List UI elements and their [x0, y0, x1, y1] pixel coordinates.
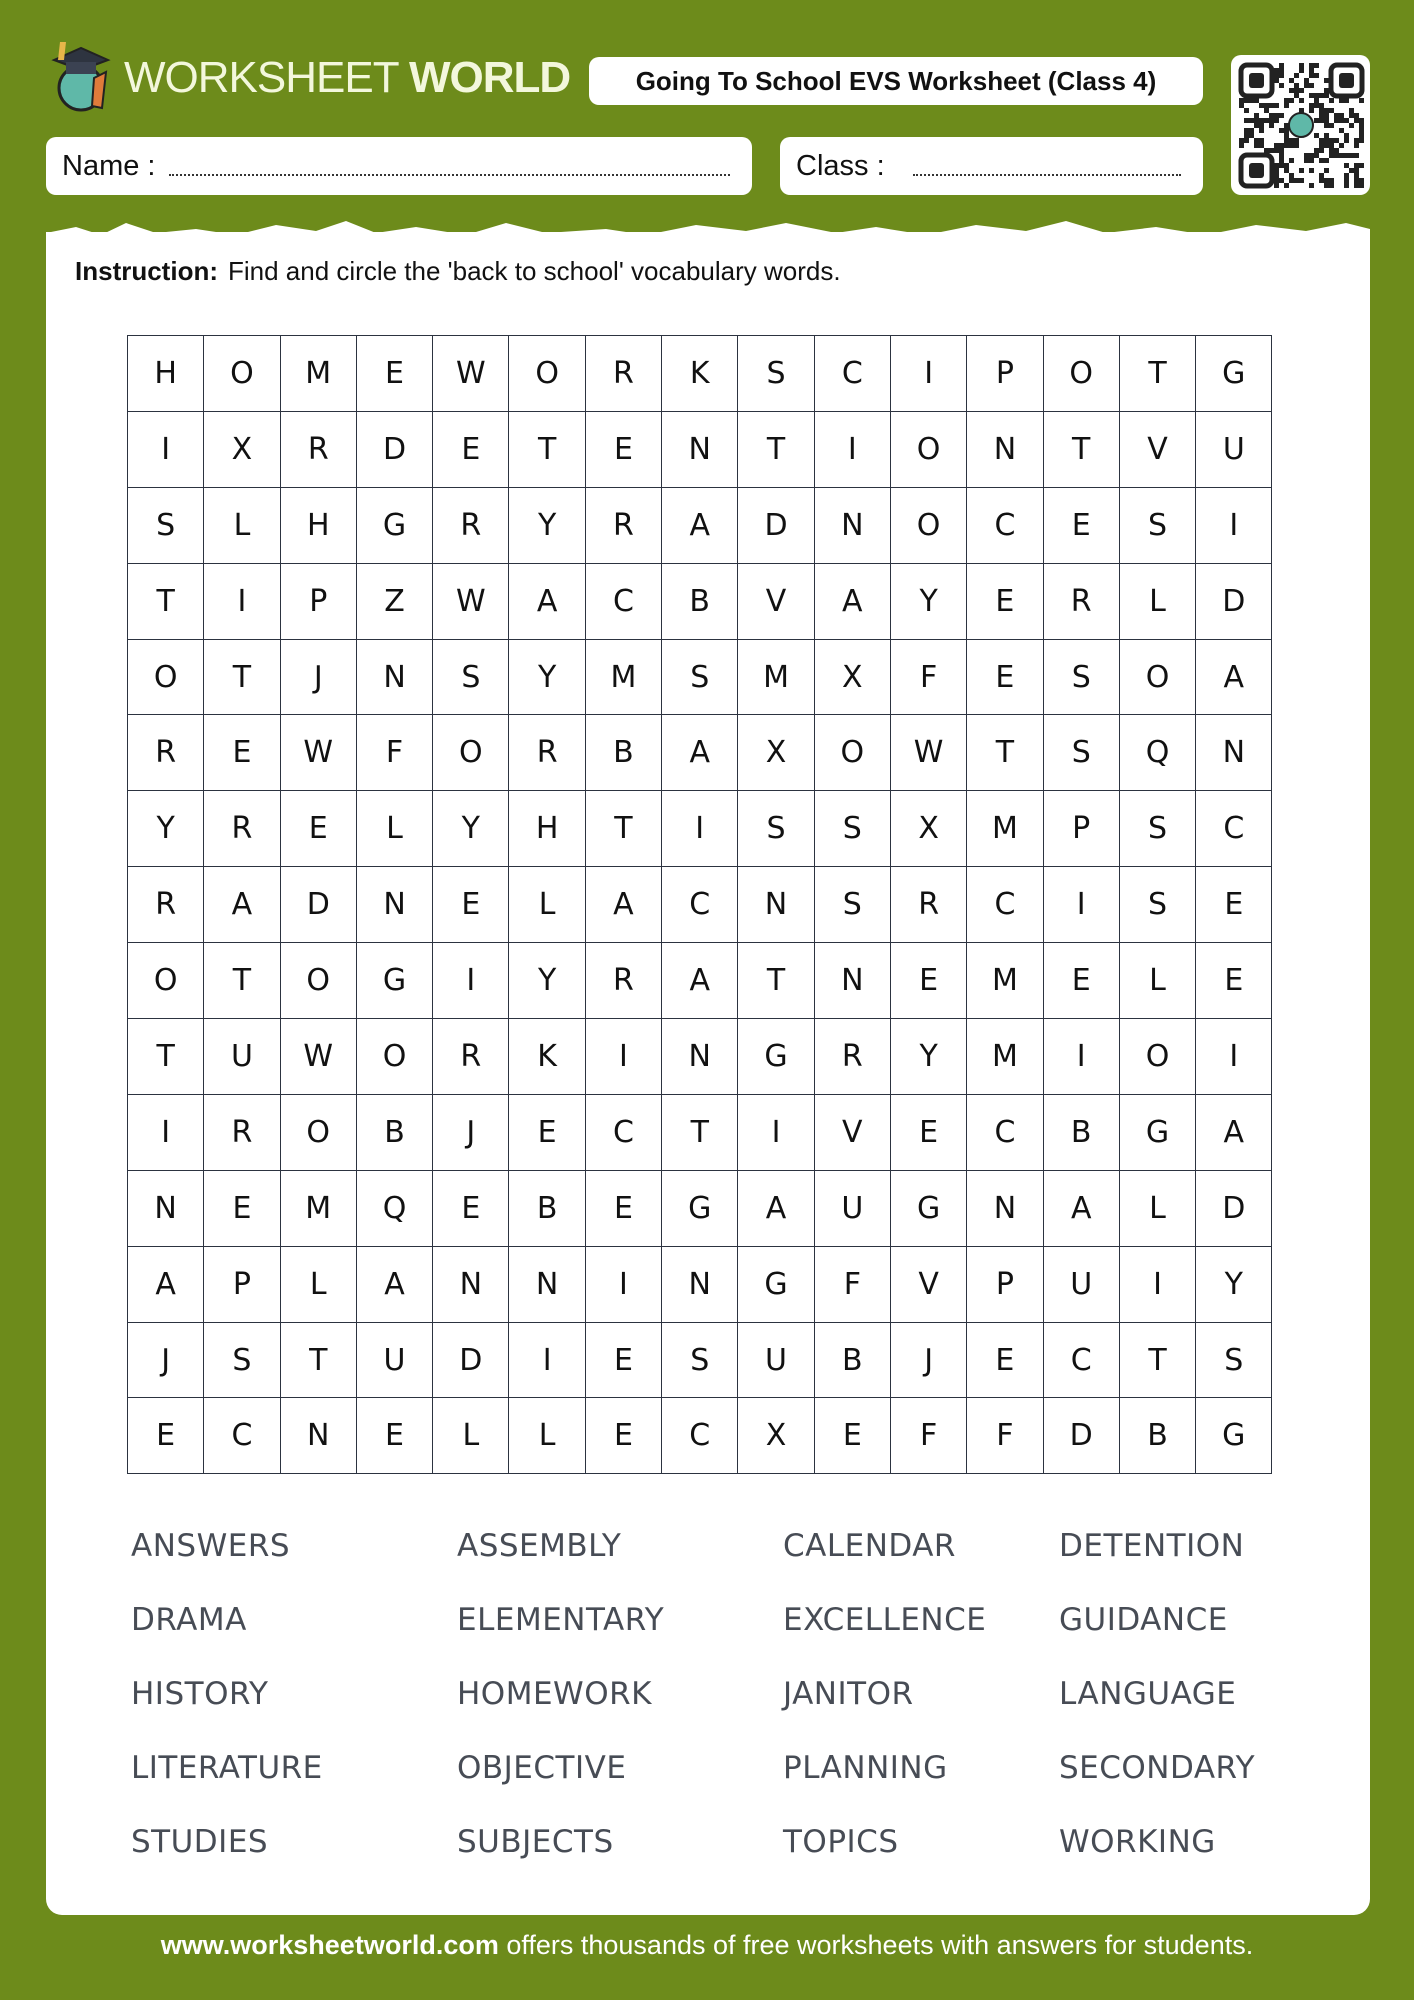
grid-cell[interactable]: I [815, 412, 891, 488]
grid-cell[interactable]: S [128, 488, 204, 564]
grid-cell[interactable]: A [815, 564, 891, 640]
grid-cell[interactable]: L [1120, 564, 1196, 640]
grid-cell[interactable]: D [738, 488, 814, 564]
grid-cell[interactable]: L [433, 1398, 509, 1474]
grid-cell[interactable]: N [662, 1247, 738, 1323]
qr-code [1231, 55, 1370, 195]
word-list-item: PLANNING [783, 1750, 948, 1786]
grid-cell[interactable]: M [967, 943, 1043, 1019]
grid-cell[interactable]: T [586, 791, 662, 867]
grid-cell[interactable]: A [128, 1247, 204, 1323]
grid-cell[interactable]: V [891, 1247, 967, 1323]
grid-cell[interactable]: E [815, 1398, 891, 1474]
word-list-item: SUBJECTS [457, 1824, 614, 1860]
footer-url[interactable]: www.worksheetworld.com [160, 1930, 499, 1960]
grid-cell[interactable]: A [1196, 1095, 1272, 1171]
footer [0, 1930, 1414, 1961]
grid-cell[interactable]: X [891, 791, 967, 867]
grid-cell[interactable]: U [357, 1323, 433, 1399]
grid-cell[interactable]: E [967, 640, 1043, 716]
grid-cell[interactable]: Y [509, 488, 585, 564]
grid-cell[interactable]: G [357, 488, 433, 564]
grid-cell[interactable]: L [509, 1398, 585, 1474]
grid-cell[interactable]: H [281, 488, 357, 564]
grid-cell[interactable]: N [433, 1247, 509, 1323]
grid-cell[interactable]: F [891, 1398, 967, 1474]
grid-cell[interactable]: H [509, 791, 585, 867]
grid-cell[interactable]: I [128, 1095, 204, 1171]
grid-cell[interactable]: H [128, 336, 204, 412]
grid-cell[interactable]: I [1196, 1019, 1272, 1095]
grid-cell[interactable]: E [433, 867, 509, 943]
grid-cell[interactable]: N [1196, 715, 1272, 791]
grid-cell[interactable]: E [586, 1171, 662, 1247]
grid-cell[interactable]: F [357, 715, 433, 791]
grid-cell[interactable]: R [586, 488, 662, 564]
grid-cell[interactable]: A [357, 1247, 433, 1323]
grid-cell[interactable]: L [1120, 1171, 1196, 1247]
grid-cell[interactable]: G [1120, 1095, 1196, 1171]
grid-cell[interactable]: N [815, 943, 891, 1019]
grid-cell[interactable]: G [1196, 1398, 1272, 1474]
grid-cell[interactable]: L [357, 791, 433, 867]
grid-cell[interactable]: E [357, 336, 433, 412]
grid-cell[interactable]: X [738, 1398, 814, 1474]
grid-cell[interactable]: S [1044, 640, 1120, 716]
grid-cell[interactable]: Y [891, 1019, 967, 1095]
grid-cell[interactable]: I [433, 943, 509, 1019]
grid-cell[interactable]: N [738, 867, 814, 943]
grid-cell[interactable]: E [1044, 488, 1120, 564]
grid-cell[interactable]: V [738, 564, 814, 640]
name-label: Name : [62, 149, 156, 182]
grid-cell[interactable]: Q [1120, 715, 1196, 791]
grid-cell[interactable]: O [433, 715, 509, 791]
grid-cell[interactable]: S [738, 791, 814, 867]
grid-cell[interactable]: E [128, 1398, 204, 1474]
word-list-item: ANSWERS [131, 1528, 291, 1564]
grid-cell[interactable]: O [815, 715, 891, 791]
word-list-item: ASSEMBLY [457, 1528, 622, 1564]
grid-cell[interactable]: O [891, 488, 967, 564]
logo-text-light: WORKSHEET [124, 53, 398, 102]
grid-cell[interactable]: S [1120, 867, 1196, 943]
grid-cell[interactable]: E [1196, 867, 1272, 943]
word-list-item: ELEMENTARY [457, 1602, 665, 1638]
grid-cell[interactable]: I [586, 1019, 662, 1095]
grid-cell[interactable]: R [586, 336, 662, 412]
grid-cell[interactable]: T [1120, 336, 1196, 412]
grid-cell[interactable]: T [204, 640, 280, 716]
grid-cell[interactable]: U [1196, 412, 1272, 488]
grid-cell[interactable]: R [204, 791, 280, 867]
grid-cell[interactable]: N [357, 867, 433, 943]
word-list-item: CALENDAR [783, 1528, 956, 1564]
grid-cell[interactable]: X [204, 412, 280, 488]
name-field[interactable] [46, 137, 752, 195]
grid-cell[interactable]: Y [509, 943, 585, 1019]
grid-cell[interactable]: Y [128, 791, 204, 867]
grid-cell[interactable]: E [281, 791, 357, 867]
grid-cell[interactable]: A [1044, 1171, 1120, 1247]
word-list-item: WORKING [1059, 1824, 1216, 1860]
grid-cell[interactable]: N [967, 1171, 1043, 1247]
word-list [131, 1528, 1359, 1898]
grid-cell[interactable]: C [586, 1095, 662, 1171]
grid-cell[interactable]: B [586, 715, 662, 791]
grid-cell[interactable]: A [1196, 640, 1272, 716]
grid-cell[interactable]: A [662, 943, 738, 1019]
grid-cell[interactable]: B [509, 1171, 585, 1247]
name-line[interactable] [169, 174, 730, 176]
grid-cell[interactable]: D [1196, 564, 1272, 640]
grid-cell[interactable]: R [586, 943, 662, 1019]
word-list-item: TOPICS [783, 1824, 899, 1860]
grid-cell[interactable]: C [662, 1398, 738, 1474]
grid-cell[interactable]: A [204, 867, 280, 943]
grid-cell[interactable]: L [281, 1247, 357, 1323]
grid-cell[interactable]: M [586, 640, 662, 716]
grid-cell[interactable]: U [738, 1323, 814, 1399]
grid-cell[interactable]: E [586, 1398, 662, 1474]
worksheet-title: Going To School EVS Worksheet (Class 4) [589, 57, 1203, 105]
grid-cell[interactable]: P [967, 1247, 1043, 1323]
grid-cell[interactable]: X [815, 640, 891, 716]
grid-cell[interactable]: A [662, 488, 738, 564]
grid-cell[interactable]: O [891, 412, 967, 488]
grid-cell[interactable]: G [1196, 336, 1272, 412]
grid-cell[interactable]: S [662, 1323, 738, 1399]
grid-cell[interactable]: I [1120, 1247, 1196, 1323]
class-line[interactable] [913, 174, 1181, 176]
grid-cell[interactable]: G [357, 943, 433, 1019]
grid-cell[interactable]: E [204, 715, 280, 791]
grid-cell[interactable]: S [815, 791, 891, 867]
grid-cell[interactable]: Z [357, 564, 433, 640]
grid-cell[interactable]: J [891, 1323, 967, 1399]
grid-cell[interactable]: I [204, 564, 280, 640]
grid-cell[interactable]: R [509, 715, 585, 791]
grid-cell[interactable]: C [1044, 1323, 1120, 1399]
footer-text: offers thousands of free worksheets with answers for students. [498, 1930, 1254, 1960]
grid-cell[interactable]: T [128, 564, 204, 640]
grid-cell[interactable]: U [815, 1171, 891, 1247]
grid-cell[interactable]: R [433, 1019, 509, 1095]
word-list-item: HISTORY [131, 1676, 269, 1712]
grid-cell[interactable]: V [1120, 412, 1196, 488]
grid-cell[interactable]: C [967, 1095, 1043, 1171]
grid-cell[interactable]: B [662, 564, 738, 640]
grid-cell[interactable]: S [1120, 488, 1196, 564]
word-list-item: OBJECTIVE [457, 1750, 627, 1786]
grid-cell[interactable]: T [1044, 412, 1120, 488]
grid-cell[interactable]: A [509, 564, 585, 640]
grid-cell[interactable]: A [586, 867, 662, 943]
grid-cell[interactable]: J [281, 640, 357, 716]
word-list-item: LANGUAGE [1059, 1676, 1237, 1712]
grid-cell[interactable]: B [357, 1095, 433, 1171]
grid-cell[interactable]: B [1120, 1398, 1196, 1474]
grid-cell[interactable]: E [357, 1398, 433, 1474]
word-list-item: DETENTION [1059, 1528, 1245, 1564]
word-list-item: SECONDARY [1059, 1750, 1256, 1786]
grid-cell[interactable]: D [1196, 1171, 1272, 1247]
grid-cell[interactable]: W [891, 715, 967, 791]
grid-cell[interactable]: O [128, 943, 204, 1019]
grid-cell[interactable]: G [738, 1247, 814, 1323]
grid-cell[interactable]: V [815, 1095, 891, 1171]
grid-cell[interactable]: R [204, 1095, 280, 1171]
grid-cell[interactable]: W [433, 336, 509, 412]
grid-cell[interactable]: I [128, 412, 204, 488]
word-list-item: EXCELLENCE [783, 1602, 987, 1638]
grid-cell[interactable]: M [967, 791, 1043, 867]
grid-cell[interactable]: P [281, 564, 357, 640]
grid-cell[interactable]: W [281, 715, 357, 791]
grid-cell[interactable]: Q [357, 1171, 433, 1247]
grid-cell[interactable]: E [586, 1323, 662, 1399]
torn-edge [46, 215, 1370, 245]
grid-cell[interactable]: S [1196, 1323, 1272, 1399]
grid-cell[interactable]: L [1120, 943, 1196, 1019]
grid-cell[interactable]: E [1196, 943, 1272, 1019]
grid-cell[interactable]: E [967, 564, 1043, 640]
grid-cell[interactable]: O [1120, 1019, 1196, 1095]
grid-cell[interactable]: M [281, 1171, 357, 1247]
class-label: Class : [796, 149, 885, 182]
grid-cell[interactable]: S [1044, 715, 1120, 791]
word-list-item: LITERATURE [131, 1750, 323, 1786]
grid-cell[interactable]: C [967, 867, 1043, 943]
grid-cell[interactable]: R [433, 488, 509, 564]
grid-cell[interactable]: B [815, 1323, 891, 1399]
grid-cell[interactable]: U [204, 1019, 280, 1095]
word-list-item: DRAMA [131, 1602, 247, 1638]
grid-cell[interactable]: E [967, 1323, 1043, 1399]
grid-cell[interactable]: D [433, 1323, 509, 1399]
grid-cell[interactable]: I [662, 791, 738, 867]
grid-cell[interactable]: O [1044, 336, 1120, 412]
grid-cell[interactable]: R [281, 412, 357, 488]
grid-cell[interactable]: Y [1196, 1247, 1272, 1323]
grid-cell[interactable]: N [357, 640, 433, 716]
word-search-grid [127, 335, 1272, 1474]
instruction-label: Instruction: [75, 256, 218, 286]
grid-cell[interactable]: O [128, 640, 204, 716]
grid-cell[interactable]: T [128, 1019, 204, 1095]
word-list-item: STUDIES [131, 1824, 269, 1860]
grid-cell[interactable]: K [662, 336, 738, 412]
grid-cell[interactable]: S [662, 640, 738, 716]
grid-cell[interactable]: P [204, 1247, 280, 1323]
grid-cell[interactable]: C [586, 564, 662, 640]
word-list-item: GUIDANCE [1059, 1602, 1228, 1638]
grid-cell[interactable]: T [509, 412, 585, 488]
grid-cell[interactable]: D [281, 867, 357, 943]
grid-cell[interactable]: O [1120, 640, 1196, 716]
grid-cell[interactable]: S [433, 640, 509, 716]
grid-cell[interactable]: I [1196, 488, 1272, 564]
grid-cell[interactable]: A [738, 1171, 814, 1247]
grid-cell[interactable]: J [128, 1323, 204, 1399]
grid-cell[interactable]: N [281, 1398, 357, 1474]
grid-cell[interactable]: I [738, 1095, 814, 1171]
grid-cell[interactable]: E [586, 412, 662, 488]
grid-cell[interactable]: C [815, 336, 891, 412]
word-list-item: JANITOR [783, 1676, 914, 1712]
grid-cell[interactable]: E [891, 943, 967, 1019]
grid-cell[interactable]: R [1044, 564, 1120, 640]
grid-cell[interactable]: Y [509, 640, 585, 716]
grid-cell[interactable]: O [509, 336, 585, 412]
grid-cell[interactable]: E [204, 1171, 280, 1247]
grid-cell[interactable]: W [281, 1019, 357, 1095]
grid-cell[interactable]: K [509, 1019, 585, 1095]
grid-cell[interactable]: I [1044, 867, 1120, 943]
grid-cell[interactable]: Y [433, 791, 509, 867]
grid-cell[interactable]: N [509, 1247, 585, 1323]
grid-cell[interactable]: E [433, 412, 509, 488]
grid-cell[interactable]: X [738, 715, 814, 791]
grid-cell[interactable]: P [1044, 791, 1120, 867]
grid-cell[interactable]: D [1044, 1398, 1120, 1474]
grid-cell[interactable]: M [967, 1019, 1043, 1095]
grid-cell[interactable]: T [967, 715, 1043, 791]
grid-cell[interactable]: D [357, 412, 433, 488]
grid-cell[interactable]: N [662, 1019, 738, 1095]
grid-cell[interactable]: T [738, 412, 814, 488]
grid-cell[interactable]: O [357, 1019, 433, 1095]
grid-cell[interactable]: F [815, 1247, 891, 1323]
grid-cell[interactable]: I [891, 336, 967, 412]
grid-cell[interactable]: T [1120, 1323, 1196, 1399]
grid-cell[interactable]: J [433, 1095, 509, 1171]
grid-cell[interactable]: C [1196, 791, 1272, 867]
grid-cell[interactable]: Y [891, 564, 967, 640]
grid-cell[interactable]: L [204, 488, 280, 564]
grid-cell[interactable]: N [128, 1171, 204, 1247]
qr-code-icon [1231, 55, 1370, 195]
grid-cell[interactable]: M [738, 640, 814, 716]
grid-cell[interactable]: R [891, 867, 967, 943]
grid-cell[interactable]: E [1044, 943, 1120, 1019]
logo-text-bold: WORLD [409, 53, 571, 102]
grid-cell[interactable]: F [967, 1398, 1043, 1474]
grid-cell[interactable]: U [1044, 1247, 1120, 1323]
grid-cell[interactable]: O [281, 1095, 357, 1171]
grid-cell[interactable]: T [204, 943, 280, 1019]
grid-cell[interactable]: W [433, 564, 509, 640]
instruction-text: Find and circle the 'back to school' vocabulary words. [228, 256, 841, 286]
word-list-item: HOMEWORK [457, 1676, 652, 1712]
grid-cell[interactable]: R [128, 867, 204, 943]
grid-cell[interactable]: G [738, 1019, 814, 1095]
logo [46, 40, 570, 116]
grid-cell[interactable]: P [967, 336, 1043, 412]
grid-cell[interactable]: E [891, 1095, 967, 1171]
grid-cell[interactable]: O [204, 336, 280, 412]
grid-cell[interactable]: S [1120, 791, 1196, 867]
grid-cell[interactable]: L [509, 867, 585, 943]
grid-cell[interactable]: N [967, 412, 1043, 488]
grid-cell[interactable]: I [1044, 1019, 1120, 1095]
grid-cell[interactable]: N [815, 488, 891, 564]
grid-cell[interactable]: O [281, 943, 357, 1019]
grid-cell[interactable]: T [662, 1095, 738, 1171]
grid-cell[interactable]: S [204, 1323, 280, 1399]
grid-cell[interactable]: S [815, 867, 891, 943]
instruction [75, 256, 841, 287]
grid-cell[interactable]: T [738, 943, 814, 1019]
grid-cell[interactable]: G [891, 1171, 967, 1247]
grid-cell[interactable]: S [738, 336, 814, 412]
grid-cell[interactable]: B [1044, 1095, 1120, 1171]
grid-cell[interactable]: G [662, 1171, 738, 1247]
grid-cell[interactable]: T [281, 1323, 357, 1399]
grid-cell[interactable]: C [662, 867, 738, 943]
logo-mascot-icon [46, 38, 116, 118]
grid-cell[interactable]: I [586, 1247, 662, 1323]
grid-cell[interactable]: N [662, 412, 738, 488]
class-field[interactable] [780, 137, 1203, 195]
grid-cell[interactable]: C [204, 1398, 280, 1474]
grid-cell[interactable]: E [433, 1171, 509, 1247]
grid-cell[interactable]: I [509, 1323, 585, 1399]
grid-cell[interactable]: A [662, 715, 738, 791]
grid-cell[interactable]: R [128, 715, 204, 791]
grid-cell[interactable]: R [815, 1019, 891, 1095]
grid-cell[interactable]: F [891, 640, 967, 716]
grid-cell[interactable]: M [281, 336, 357, 412]
grid-cell[interactable]: C [967, 488, 1043, 564]
grid-cell[interactable]: E [509, 1095, 585, 1171]
